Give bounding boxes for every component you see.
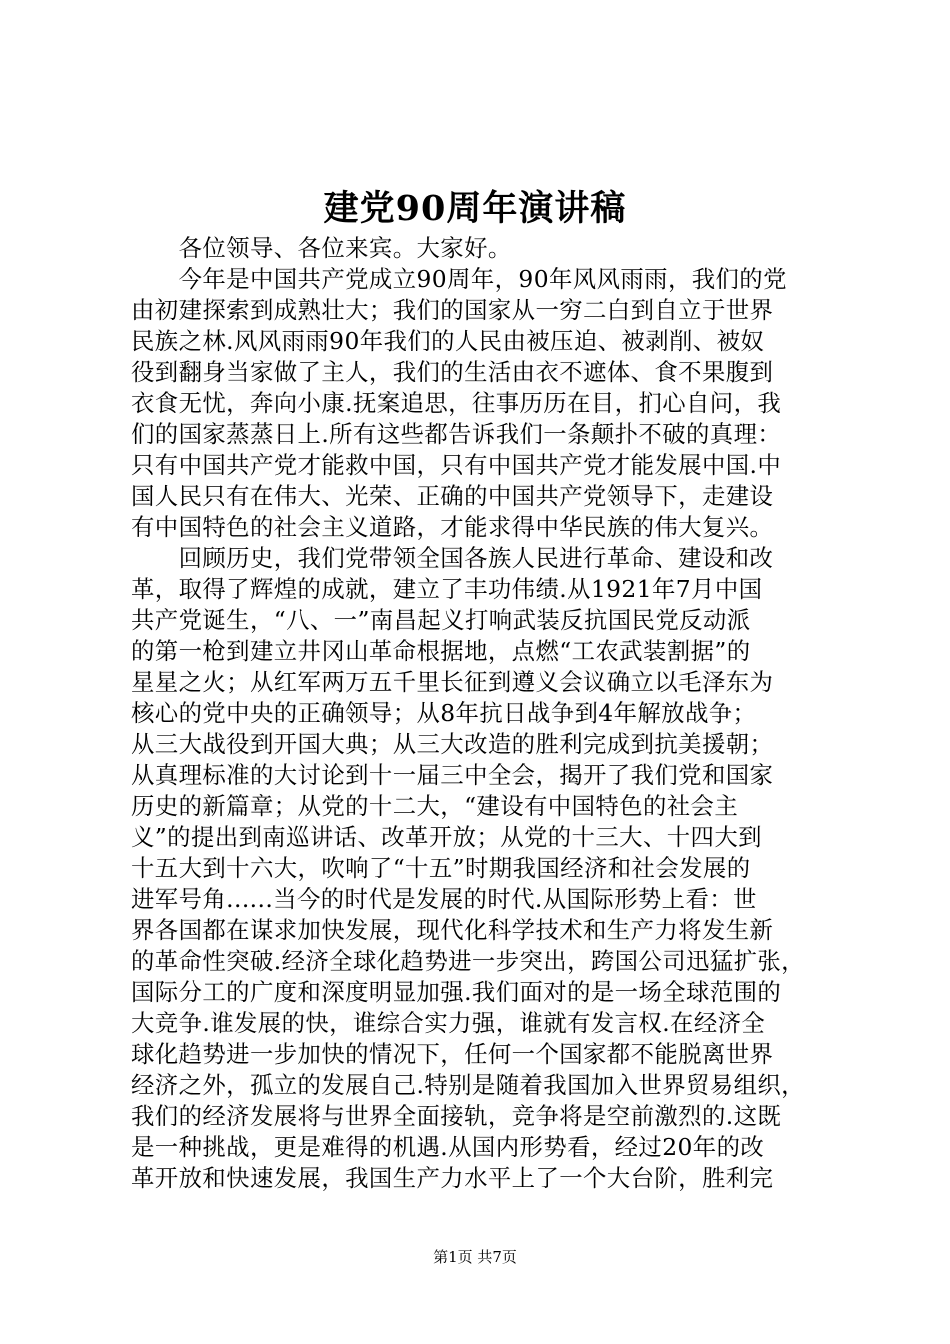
body-line: 核心的党中央的正确领导；从8年抗日战争到4年解放战争； (131, 699, 757, 727)
body-line: 我们的经济发展将与世界全面接轨，竞争将是空前激烈的.这既 (131, 1102, 782, 1130)
body-line: 各位领导、各位来宾。大家好。 (131, 234, 512, 262)
body-line: 十五大到十六大，吹响了“十五”时期我国经济和社会发展的 (131, 854, 751, 882)
body-line: 星星之火；从红军两万五千里长征到遵义会议确立以毛泽东为 (131, 668, 774, 696)
page-footer: 第1页 共7页 (433, 1248, 517, 1266)
body-line: 界各国都在谋求加快发展，现代化科学技术和生产力将发生新 (131, 916, 774, 944)
body-line: 是一种挑战，更是难得的机遇.从国内形势看，经过20年的改 (131, 1133, 765, 1161)
body-line: 有中国特色的社会主义道路，才能求得中华民族的伟大复兴。 (131, 513, 774, 541)
body-line: 从真理标准的大讨论到十一届三中全会，揭开了我们党和国家 (131, 761, 774, 789)
body-line: 义”的提出到南巡讲话、改革开放；从党的十三大、十四大到 (131, 823, 762, 851)
body-line: 大竞争.谁发展的快，谁综合实力强，谁就有发言权.在经济全 (131, 1009, 766, 1037)
body-line: 民族之林.风风雨雨90年我们的人民由被压迫、被剥削、被奴 (131, 327, 765, 355)
body-line: 从三大战役到开国大典；从三大改造的胜利完成到抗美援朝； (131, 730, 774, 758)
body-line: 国人民只有在伟大、光荣、正确的中国共产党领导下，走建设 (131, 482, 774, 510)
body-line: 经济之外，孤立的发展自己.特别是随着我国加入世界贸易组织， (131, 1071, 805, 1099)
body-line: 衣食无忧，奔向小康.抚案追思，往事历历在目，扪心自问，我 (131, 389, 782, 417)
body-line: 球化趋势进一步加快的情况下，任何一个国家都不能脱离世界 (131, 1040, 774, 1068)
body-line: 回顾历史，我们党带领全国各族人民进行革命、建设和改 (131, 544, 774, 572)
body-line: 今年是中国共产党成立90周年，90年风风雨雨，我们的党 (131, 265, 787, 293)
body-line: 的革命性突破.经济全球化趋势进一步突出，跨国公司迅猛扩张， (131, 947, 805, 975)
body-line: 革，取得了辉煌的成就，建立了丰功伟绩.从1921年7月中国 (131, 575, 763, 603)
body-line: 由初建探索到成熟壮大；我们的国家从一穷二白到自立于世界 (131, 296, 774, 324)
body-line: 役到翻身当家做了主人，我们的生活由衣不遮体、食不果腹到 (131, 358, 774, 386)
document-body (131, 233, 831, 1194)
body-line: 进军号角......当今的时代是发展的时代.从国际形势上看：世 (131, 885, 757, 913)
body-line: 历史的新篇章；从党的十二大，“建设有中国特色的社会主 (131, 792, 739, 820)
body-line: 只有中国共产党才能救中国，只有中国共产党才能发展中国.中 (131, 451, 782, 479)
document-title: 建党90周年演讲稿 (323, 188, 627, 229)
body-line: 国际分工的广度和深度明显加强.我们面对的是一场全球范围的 (131, 978, 782, 1006)
body-line: 共产党诞生，“八、一”南昌起义打响武装反抗国民党反动派 (131, 606, 751, 634)
body-line: 革开放和快速发展，我国生产力水平上了一个大台阶，胜利完 (131, 1164, 774, 1192)
body-line: 的第一枪到建立井冈山革命根据地，点燃“工农武装割据”的 (131, 637, 751, 665)
body-line: 们的国家蒸蒸日上.所有这些都告诉我们一条颠扑不破的真理： (131, 420, 782, 448)
